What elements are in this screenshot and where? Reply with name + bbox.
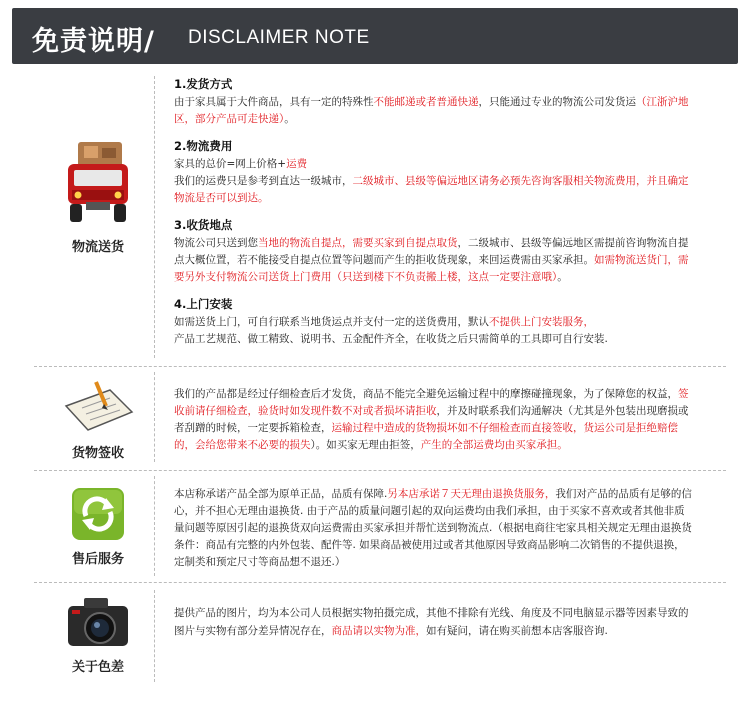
divider-horizontal	[34, 582, 726, 583]
text: 如有疑问，请在购买前想本店客服咨询.	[426, 625, 608, 637]
header-title-en: DISCLAIMER NOTE	[188, 27, 370, 48]
text-red: 二级城市、县级等偏远地区请务必预先咨询客服相关物流费用，并且确定物流是否可以到达。	[174, 175, 689, 204]
divider-vertical	[154, 76, 155, 358]
header-title-cn: 免责说明/	[32, 26, 155, 57]
text-red: 商品请以实物为准，	[331, 625, 426, 637]
clipboard-icon	[58, 376, 138, 440]
text-red: 另本店承诺７天无理由退换货服务，	[387, 488, 556, 500]
truck-icon	[58, 140, 138, 230]
logistics-text	[174, 76, 694, 348]
text: 我们的产品都是经过仔细检查后才发货，商品不能完全避免运输过程中的摩擦碰撞现象，为了保障您的权益，	[174, 388, 678, 400]
text: 产品工艺规范、做工精致、说明书、五金配件齐全，在收货之后只需简单的工具即可自行安装.	[174, 333, 608, 345]
text: ）。如买家无理由拒签，	[310, 439, 421, 451]
text: 家具的总价=网上价格+	[174, 158, 287, 170]
color-diff-text	[174, 604, 694, 640]
text: 。	[284, 113, 295, 125]
header-banner	[12, 8, 738, 64]
text: ，二级城市、县级等偏远地区需提前咨询物流自提点大概位置，若不能接受自提点位置等问题而产生的拒收货现象，来回运费需由买家承担。	[174, 237, 689, 266]
divider-vertical	[154, 590, 155, 682]
text: 如需送货上门，可自行联系当地货运点并支付一定的送货费用，默认	[174, 316, 489, 328]
text-red: 运费	[286, 158, 308, 170]
signoff-text	[174, 386, 694, 454]
text: ，并及时联系我们沟通解决（尤其是外包装出现磨损或者刮蹭的时候，一定要拆箱检查，	[174, 405, 689, 434]
text-red: 如需物流送货门，需要另外支付物流公司送货上门费用（只送到楼下不负责搬上楼，这点一定要注意哦）	[174, 254, 689, 283]
text: 由于家具属于大件商品，具有一定的特殊性	[174, 96, 374, 108]
text: ，只能通过专业的物流公司发货运	[478, 96, 636, 108]
text: 物流公司只送到您	[174, 237, 258, 249]
text-red: （江浙沪地区，部分产品可走快递）	[174, 96, 689, 125]
text-red: 产生的全部运费均由买家承担。	[420, 439, 568, 451]
text: 本店称承诺产品全部为原单正品，品质有保障.	[174, 488, 388, 500]
text-red: 当地的物流自提点，需要买家到自提点取货	[258, 237, 458, 249]
text: 我们的运费只是参考到直达一级城市，	[174, 175, 353, 187]
divider-horizontal	[34, 470, 726, 471]
text-red: 不提供上门安装服务，	[489, 316, 594, 328]
text: 我们对产品的品质有足够的信心，并不担心无理由退换货. 由于产品的质量问题引起的双向运费均由我们承担，由于买家不喜欢或者其他非质量问题等原因引起的退换货双向运费需由买家承担并帮忙送到物流点.（根据电商往宅家具相关规定无理由退换货条件：商品有完整的内外包装、配件等. 如果商品被使用过或者其他原因导致商品影响二次销售的不提供退换，定制类和预定尺寸等商品想不退还.）	[174, 488, 692, 568]
divider-vertical	[154, 476, 155, 576]
divider-vertical	[154, 372, 155, 462]
section-label-color-diff: 关于色差	[71, 660, 124, 675]
camera-icon	[58, 594, 138, 654]
divider-horizontal	[34, 366, 726, 367]
text: 提供产品的图片，均为本公司人员根据实物拍摄完成，其他不排除有光线、角度及不同电脑显示器等因素导致的图片与实物有部分差异情况存在，	[174, 607, 689, 637]
text-red: 运输过程中造成的货物损坏如不仔细检查而直接签收，货运公司是拒绝赔偿的，会给您带来不必要的损失	[174, 422, 678, 451]
text-red: 不能邮递或者普通快递	[373, 96, 479, 108]
heading-delivery-location: 3.收货地点	[174, 218, 233, 232]
aftersales-text	[174, 486, 694, 571]
section-label-signoff: 货物签收	[71, 446, 124, 461]
refresh-icon	[58, 486, 138, 546]
section-label-logistics: 物流送货	[71, 240, 124, 255]
heading-logistics-fee: 2.物流费用	[174, 139, 233, 153]
heading-shipping-method: 1.发货方式	[174, 77, 233, 91]
text: 。	[557, 271, 568, 283]
section-label-aftersales: 售后服务	[71, 552, 124, 567]
heading-installation: 4.上门安装	[174, 297, 233, 311]
text-red: 签收前请仔细检查，验货时如发现件数不对或者损坏请拒收	[174, 388, 689, 417]
